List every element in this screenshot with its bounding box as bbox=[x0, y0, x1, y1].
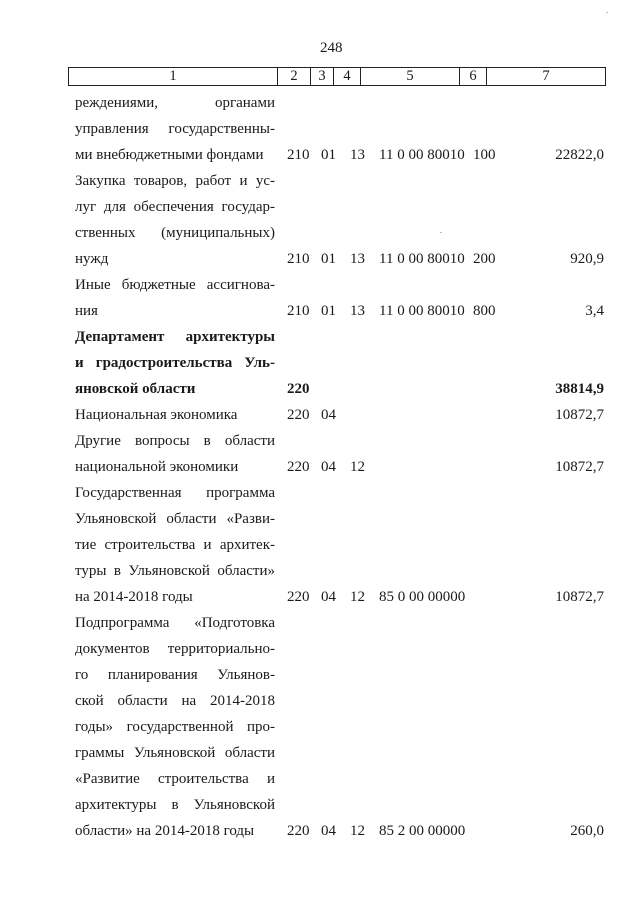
row-cell-c4: 13 bbox=[350, 251, 365, 267]
row-cell-c5: 11 0 00 80010 bbox=[379, 303, 465, 319]
row-description-line: Национальная экономика bbox=[75, 407, 238, 423]
row-cell-c3: 04 bbox=[321, 589, 336, 605]
row-description-line: нужд bbox=[75, 251, 109, 267]
row-cell-c7: 3,4 bbox=[585, 303, 604, 319]
row-cell-c3: 04 bbox=[321, 407, 336, 423]
scan-speck bbox=[606, 12, 608, 13]
page-number: 248 bbox=[320, 40, 343, 56]
row-description-line: Другие вопросы в области bbox=[75, 433, 275, 449]
row-description-line: национальной экономики bbox=[75, 459, 239, 475]
row-cell-c5: 11 0 00 80010 bbox=[379, 251, 465, 267]
header-col-6: 6 bbox=[460, 68, 487, 86]
row-cell-c5: 85 0 00 00000 bbox=[379, 589, 466, 605]
row-cell-c2: 210 bbox=[287, 251, 310, 267]
row-cell-c6: 800 bbox=[473, 303, 496, 319]
row-description-line: и градостроительства Уль- bbox=[75, 355, 275, 371]
row-cell-c2: 220 bbox=[287, 407, 310, 423]
row-description-line: Государственная программа bbox=[75, 485, 275, 501]
row-description-line: яновской области bbox=[75, 381, 196, 397]
row-cell-c7: 38814,9 bbox=[555, 381, 604, 397]
row-cell-c5: 85 2 00 00000 bbox=[379, 823, 466, 839]
row-description-line: на 2014-2018 годы bbox=[75, 589, 193, 605]
row-description-line: Иные бюджетные ассигнова- bbox=[75, 277, 275, 293]
row-description-line: граммы Ульяновской области bbox=[75, 745, 275, 761]
row-cell-c5: 11 0 00 80010 bbox=[379, 147, 465, 163]
row-cell-c7: 920,9 bbox=[570, 251, 604, 267]
row-description-line: Департамент архитектуры bbox=[75, 329, 275, 345]
row-description-line: ственных (муниципальных) bbox=[75, 225, 275, 241]
row-cell-c3: 01 bbox=[321, 303, 336, 319]
header-col-1: 1 bbox=[69, 68, 278, 86]
scan-speck bbox=[440, 232, 442, 233]
row-cell-c2: 210 bbox=[287, 147, 310, 163]
row-cell-c2: 220 bbox=[287, 589, 310, 605]
header-col-7: 7 bbox=[487, 68, 606, 86]
row-description-line: годы» государственной про- bbox=[75, 719, 275, 735]
header-col-2: 2 bbox=[278, 68, 311, 86]
row-cell-c3: 04 bbox=[321, 823, 336, 839]
row-cell-c2: 210 bbox=[287, 303, 310, 319]
row-description-line: ния bbox=[75, 303, 98, 319]
row-cell-c4: 12 bbox=[350, 589, 365, 605]
row-description-line: области» на 2014-2018 годы bbox=[75, 823, 255, 839]
row-description-line: го планирования Ульянов- bbox=[75, 667, 275, 683]
row-description-line: тие строительства и архитек- bbox=[75, 537, 275, 553]
row-description-line: ской области на 2014-2018 bbox=[75, 693, 275, 709]
header-row bbox=[69, 68, 606, 86]
row-cell-c7: 260,0 bbox=[570, 823, 604, 839]
row-cell-c2: 220 bbox=[287, 823, 310, 839]
row-cell-c2: 220 bbox=[287, 459, 310, 475]
row-cell-c7: 10872,7 bbox=[555, 589, 604, 605]
row-description-line: документов территориально- bbox=[75, 641, 275, 657]
row-description-line: Закупка товаров, работ и ус- bbox=[75, 173, 275, 189]
row-cell-c7: 10872,7 bbox=[555, 459, 604, 475]
row-description-line: туры в Ульяновской области» bbox=[75, 563, 275, 579]
row-cell-c3: 04 bbox=[321, 459, 336, 475]
row-description-line: управления государственны- bbox=[75, 121, 275, 137]
header-col-3: 3 bbox=[311, 68, 334, 86]
row-cell-c4: 13 bbox=[350, 147, 365, 163]
row-cell-c6: 100 bbox=[473, 147, 496, 163]
row-cell-c2: 220 bbox=[287, 381, 310, 397]
row-description-line: Подпрограмма «Подготовка bbox=[75, 615, 275, 631]
row-cell-c3: 01 bbox=[321, 147, 336, 163]
row-cell-c4: 12 bbox=[350, 823, 365, 839]
row-description-line: «Развитие строительства и bbox=[75, 771, 275, 787]
row-cell-c7: 22822,0 bbox=[555, 147, 604, 163]
row-description-line: ми внебюджетными фондами bbox=[75, 147, 264, 163]
row-description-line: Ульяновской области «Разви- bbox=[75, 511, 275, 527]
table-header bbox=[68, 67, 606, 86]
row-cell-c4: 12 bbox=[350, 459, 365, 475]
row-cell-c6: 200 bbox=[473, 251, 496, 267]
row-description-line: реждениями, органами bbox=[75, 95, 275, 111]
header-col-4: 4 bbox=[334, 68, 361, 86]
row-cell-c4: 13 bbox=[350, 303, 365, 319]
row-cell-c3: 01 bbox=[321, 251, 336, 267]
row-description-line: луг для обеспечения государ- bbox=[75, 199, 275, 215]
header-col-5: 5 bbox=[361, 68, 460, 86]
row-cell-c7: 10872,7 bbox=[555, 407, 604, 423]
row-description-line: архитектуры в Ульяновской bbox=[75, 797, 275, 813]
